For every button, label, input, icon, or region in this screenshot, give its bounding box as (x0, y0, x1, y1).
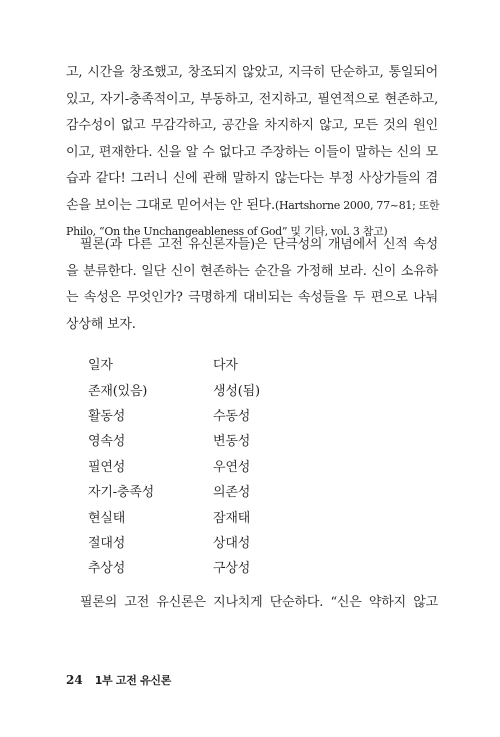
attribute-one-pole: 필연성 (88, 459, 126, 475)
paragraph-3 (66, 590, 438, 617)
paragraph-2-line: 는 속성은 무엇인가? 극명하게 대비되는 속성들을 두 편으로 나눠 (66, 290, 438, 305)
attributes-row (88, 503, 388, 528)
attribute-other-pole: 수동성 (213, 408, 251, 424)
attributes-row (88, 478, 388, 503)
page-number: 24 (66, 673, 83, 687)
citation-start: (Hartshorne 2000, 77~81; 또한 (274, 198, 440, 212)
attribute-one-pole: 영속성 (88, 434, 126, 450)
attribute-other-pole: 다자 (213, 358, 238, 374)
paragraph-2-line: 상상해 보자. (66, 316, 136, 332)
paragraph-2-line: 필론(과 다른 고전 유신론자들)은 단극성의 개념에서 신적 속성 (80, 237, 438, 252)
paragraph-2 (66, 232, 438, 338)
paragraph-3-line: 필론의 고전 유신론은 지나치게 단순하다. “신은 약하지 않고 (80, 595, 438, 610)
paragraph-1-line: 있고, 자기-충족적이고, 부동하고, 전지하고, 필연적으로 현존하고, (66, 91, 438, 107)
attributes-row (88, 529, 388, 554)
attribute-one-pole: 존재(있음) (88, 383, 148, 399)
paragraph-1-line: 습과 같다! 그러니 신에 관해 말하지 않는다는 부정 사상가들의 겸 (66, 171, 438, 186)
paragraph-1-line: 이고, 편재한다. 신을 알 수 없다고 주장하는 이들이 말하는 신의 모 (66, 144, 438, 160)
attribute-other-pole: 상대성 (213, 535, 251, 551)
attribute-one-pole: 일자 (88, 358, 113, 374)
attribute-other-pole: 구상성 (213, 561, 251, 577)
paragraph-1-line: 손을 보이는 그대로 믿어서는 안 된다. (66, 197, 275, 213)
page-footer (66, 672, 171, 688)
attribute-other-pole: 변동성 (213, 434, 251, 450)
attribute-one-pole: 절대성 (88, 535, 126, 551)
attributes-row (88, 554, 388, 579)
attributes-row (88, 427, 388, 452)
paragraph-1 (66, 60, 438, 246)
attribute-other-pole: 생성(됨) (213, 383, 260, 399)
paragraph-1-line: 감수성이 없고 무감각하고, 공간을 차지하지 않고, 모든 것의 원인 (66, 118, 438, 133)
citation-continuation: Philo, “On the Unchangeableness of God” 및 기타, vol. 3 참고) (66, 225, 388, 238)
paragraph-1-line: 고, 시간을 창조했고, 창조되지 않았고, 지극히 단순하고, 통일되어 (66, 65, 438, 80)
paragraph-2-line: 을 분류한다. 일단 신이 현존하는 순간을 가정해 보라. 신이 소유하 (66, 263, 438, 279)
attributes-row (88, 376, 388, 401)
attributes-row (88, 351, 388, 376)
attribute-other-pole: 잠재태 (213, 510, 251, 526)
attribute-one-pole: 현실태 (88, 510, 126, 526)
attribute-one-pole: 자기-충족성 (88, 485, 154, 501)
attribute-one-pole: 활동성 (88, 408, 126, 424)
attribute-other-pole: 우연성 (213, 459, 251, 475)
attribute-one-pole: 추상성 (88, 561, 126, 577)
paragraph-1-line-with-citation (66, 193, 438, 220)
attributes-table (88, 351, 388, 580)
attributes-row (88, 453, 388, 478)
attribute-other-pole: 의존성 (213, 485, 251, 501)
running-head: 1부 고전 유신론 (94, 674, 172, 687)
attributes-row (88, 402, 388, 427)
